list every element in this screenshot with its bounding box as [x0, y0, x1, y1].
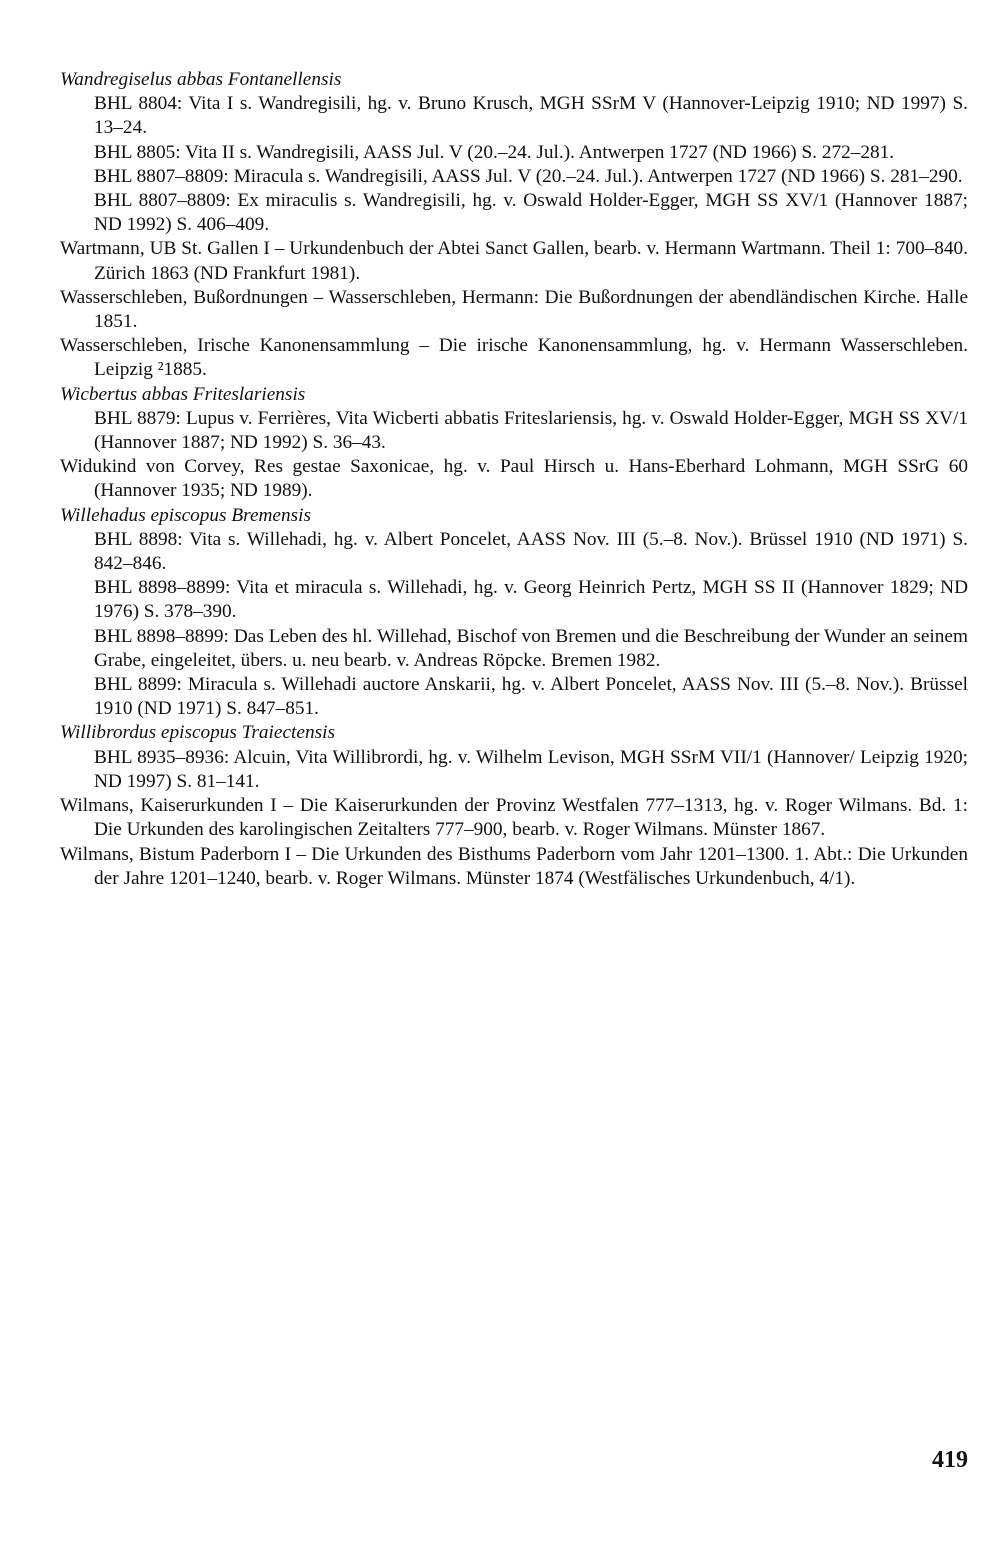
bibliography-subentry: BHL 8898–8899: Das Leben des hl. Willehad, Bischof von Bremen und die Beschreibung der Wunder an seinem Grabe, eingeleitet, übers. u. neu bearb. v. Andreas Röpcke. Bremen 1982. — [94, 625, 968, 671]
bibliography-subentry: BHL 8898: Vita s. Willehadi, hg. v. Albert Poncelet, AASS Nov. III (5.–8. Nov.). Brüssel 1910 (ND 1971) S. 842–846. — [94, 528, 968, 575]
page-number: 419 — [932, 1447, 968, 1473]
bibliography-subentry: BHL 8935–8936: Alcuin, Vita Willibrordi, hg. v. Wilhelm Levison, MGH SSrM VII/1 (Hannover/ Leipzig 1920; ND 1997) S. 81–141. — [94, 746, 968, 792]
bibliography-subentry: BHL 8805: Vita II s. Wandregisili, AASS Jul. V (20.–24. Jul.). Antwerpen 1727 (ND 1966) S. 272–281. — [94, 141, 895, 163]
bibliography-entry: Wasserschleben, Irische Kanonensammlung – Die irische Kanonensammlung, hg. v. Hermann Wasserschleben. Leipzig ²1885. — [60, 335, 968, 381]
bibliography-list — [60, 68, 968, 891]
bibliography-subentry: BHL 8804: Vita I s. Wandregisili, hg. v. Bruno Krusch, MGH SSrM V (Hannover-Leipzig 1910; ND 1997) S. 13–24. — [94, 93, 968, 139]
bibliography-entry: Wasserschleben, Bußordnungen – Wasserschleben, Hermann: Die Bußordnungen der abendländischen Kirche. Halle 1851. — [60, 286, 968, 333]
bibliography-subentry: BHL 8879: Lupus v. Ferrières, Vita Wicberti abbatis Friteslariensis, hg. v. Oswald Holder-Egger, MGH SS XV/1 (Hannover 1887; ND 1992) S. 36–43. — [94, 407, 968, 454]
bibliography-subentry: BHL 8807–8809: Ex miraculis s. Wandregisili, hg. v. Oswald Holder-Egger, MGH SS XV/1 (Hannover 1887; ND 1992) S. 406–409. — [94, 190, 968, 236]
bibliography-entry: Widukind von Corvey, Res gestae Saxonicae, hg. v. Paul Hirsch u. Hans-Eberhard Lohmann, MGH SSrG 60 (Hannover 1935; ND 1989). — [60, 456, 968, 502]
saint-heading: Wandregiselus abbas Fontanellensis — [60, 69, 342, 90]
bibliography-entry: Wilmans, Bistum Paderborn I – Die Urkunden des Bisthums Paderborn vom Jahr 1201–1300. 1. Abt.: Die Urkunden der Jahre 1201–1240, bearb. v. Roger Wilmans. Münster 1874 (Westfälisches Urkundenbuch, 4/1). — [60, 843, 968, 889]
bibliography-subentry: BHL 8898–8899: Vita et miracula s. Willehadi, hg. v. Georg Heinrich Pertz, MGH SS II (Hannover 1829; ND 1976) S. 378–390. — [94, 577, 968, 623]
bibliography-subentry: BHL 8807–8809: Miracula s. Wandregisili, AASS Jul. V (20.–24. Jul.). Antwerpen 1727 (ND 1966) S. 281–290. — [94, 165, 963, 187]
bibliography-subentry: BHL 8899: Miracula s. Willehadi auctore Anskarii, hg. v. Albert Poncelet, AASS Nov. III (5.–8. Nov.). Brüssel 1910 (ND 1971) S. 847–851. — [94, 674, 968, 720]
bibliography-entry: Wartmann, UB St. Gallen I – Urkundenbuch der Abtei Sanct Gallen, bearb. v. Hermann Wartmann. Theil 1: 700–840. Zürich 1863 (ND Frankfurt 1981). — [60, 238, 968, 284]
saint-heading: Wicbertus abbas Friteslariensis — [60, 383, 306, 405]
saint-heading: Willibrordus episcopus Traiectensis — [60, 722, 335, 744]
bibliography-entry: Wilmans, Kaiserurkunden I – Die Kaiserurkunden der Provinz Westfalen 777–1313, hg. v. Roger Wilmans. Bd. 1: Die Urkunden des karolingischen Zeitalters 777–900, bearb. v. Roger Wilmans. Münster 1867. — [60, 795, 968, 841]
saint-heading: Willehadus episcopus Bremensis — [60, 504, 311, 526]
